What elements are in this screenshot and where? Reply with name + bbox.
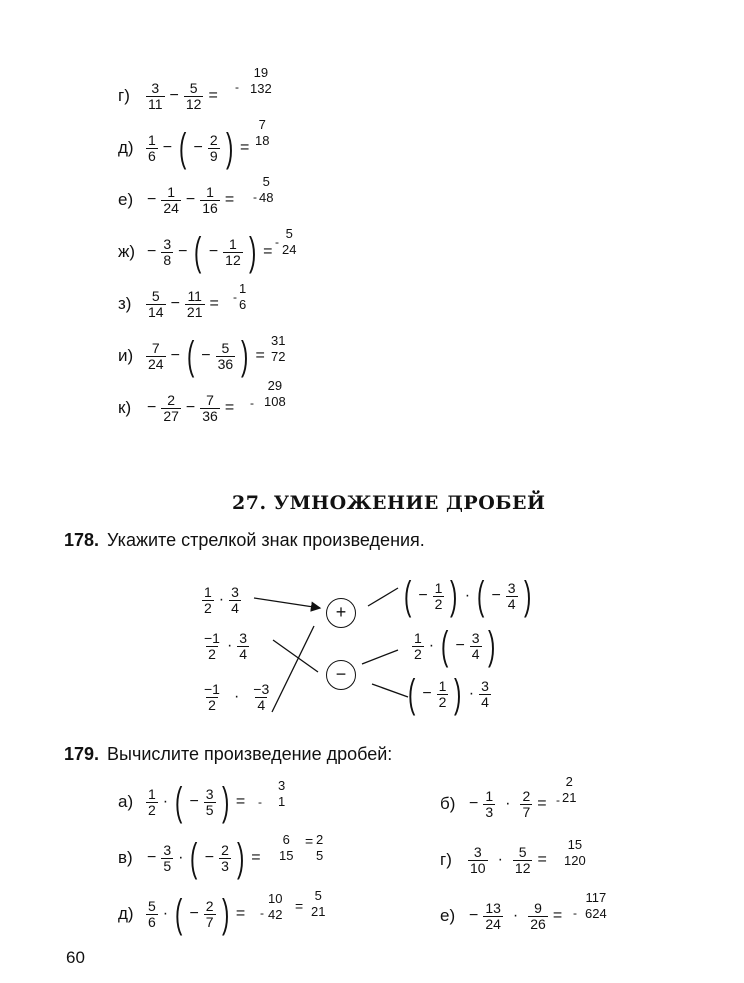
answer-z: 1 6 — [239, 281, 247, 312]
exercise-zh: ж) − $\frac{3}{8}$ − ( − $\frac{1}{12}$ ) = — [118, 230, 273, 274]
answer-179b: 2 21 — [562, 774, 577, 805]
answer-179g: 15 120 — [564, 837, 586, 868]
task-179-heading: 179. Вычислите произведение дробей: — [64, 744, 393, 764]
answer-179v-1: 6 15 — [279, 832, 294, 863]
task178-right-1: ( − $\frac{1}{2}$ ) · ( − $\frac{3}{4}$ ) — [403, 574, 531, 618]
exercise-d: д) $\frac{1}{6}$ − ( − $\frac{2}{9}$ ) = — [118, 126, 250, 170]
fraction: $\frac{1}{16}$ — [202, 183, 218, 216]
exercise-i: и) $\frac{7}{24}$ − ( − $\frac{5}{36}$ ) = — [118, 334, 265, 378]
task179-e: е) − $\frac{13}{24}$ · $\frac{9}{26}$ = — [440, 899, 563, 932]
task178-right-2: $\frac{1}{2}$ · ( − $\frac{3}{4}$ ) — [414, 624, 495, 668]
answer-179a: 3 1 — [278, 778, 286, 809]
connector-line — [273, 640, 318, 672]
fraction: $\frac{11}{21}$ — [186, 287, 203, 320]
task179-a: а) $\frac{1}{2}$ · ( − $\frac{3}{5}$ ) = — [118, 780, 246, 824]
task178-right-3: ( − $\frac{1}{2}$ ) · $\frac{3}{4}$ — [407, 672, 489, 716]
exercise-k: к) − $\frac{2}{27}$ − $\frac{7}{36}$ = — [118, 391, 235, 424]
arrow-line — [254, 598, 320, 608]
answer-179v-2: 2 5 — [316, 832, 324, 863]
section-title: 27. УМНОЖЕНИЕ ДРОБЕЙ — [232, 492, 546, 514]
plus-sign-circle[interactable]: + — [326, 598, 356, 628]
answer-zh: 5 24 — [282, 226, 297, 257]
task179-d: д) $\frac{5}{6}$ · ( − $\frac{2}{7}$ ) = — [118, 892, 246, 936]
answer-e: 5 48 — [259, 174, 274, 205]
fraction: $\frac{1}{24}$ — [163, 183, 179, 216]
fraction: $\frac{2}{27}$ — [163, 391, 179, 424]
exercise-g: г) $\frac{3}{11}$ − $\frac{5}{12}$ = — [118, 79, 218, 112]
answer-d: 7 18 — [255, 117, 270, 148]
connector-line — [372, 684, 408, 697]
fraction: $\frac{5}{14}$ — [148, 287, 164, 320]
task178-left-2: $\frac{-1}{2}$ · $\frac{3}{4}$ — [204, 629, 248, 662]
answer-179d-1: 10 42 — [268, 891, 283, 922]
connector-line — [368, 588, 398, 606]
fraction: $\frac{5}{12}$ — [185, 79, 202, 112]
fraction: $\frac{3}{11}$ — [148, 79, 163, 112]
answer-179e: 117 624 — [585, 890, 607, 921]
task178-left-1: $\frac{1}{2}$ · $\frac{3}{4}$ — [204, 583, 239, 616]
exercise-z: з) $\frac{5}{14}$ − $\frac{11}{21}$ = — [118, 287, 219, 320]
task179-g: г) $\frac{3}{10}$ · $\frac{5}{12}$ = — [440, 843, 547, 876]
task179-b: б) − $\frac{1}{3}$ · $\frac{2}{7}$ = — [440, 787, 547, 820]
fraction: $\frac{3}{8}$ — [163, 235, 172, 268]
answer-179d-2: 5 21 — [311, 888, 326, 919]
fraction: $\frac{1}{12}$ — [225, 235, 241, 268]
fraction: $\frac{1}{6}$ — [148, 131, 156, 164]
fraction: $\frac{5}{36}$ — [217, 339, 234, 372]
minus-sign-circle[interactable]: − — [326, 660, 356, 690]
fraction: $\frac{7}{24}$ — [148, 339, 164, 372]
answer-g: 19 132 — [250, 65, 272, 96]
answer-k: 29 108 — [264, 378, 286, 409]
page-number: 60 — [66, 948, 85, 967]
task179-v: в) − $\frac{3}{5}$ · ( − $\frac{2}{3}$ ) = — [118, 836, 261, 880]
fraction: $\frac{7}{36}$ — [202, 391, 218, 424]
task-178-heading: 178. Укажите стрелкой знак произведения. — [64, 530, 425, 550]
answer-i: 31 72 — [271, 333, 286, 364]
connector-line — [272, 626, 314, 712]
connector-line — [362, 650, 398, 664]
task178-left-3: $\frac{-1}{2}$ · $\frac{-3}{4}$ — [204, 680, 270, 713]
fraction: $\frac{2}{9}$ — [209, 131, 218, 164]
exercise-e: е) − $\frac{1}{24}$ − $\frac{1}{16}$ = — [118, 183, 235, 216]
